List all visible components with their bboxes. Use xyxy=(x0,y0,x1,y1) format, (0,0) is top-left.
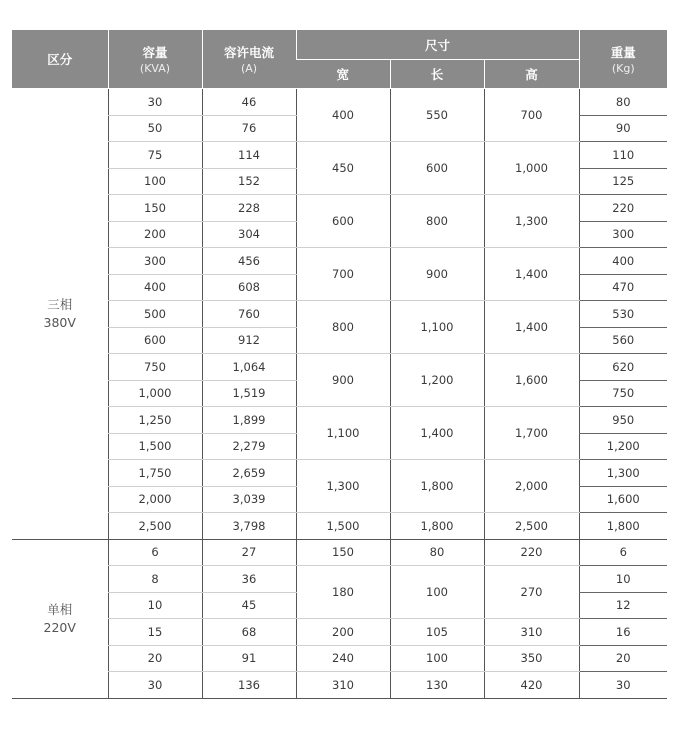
capacity-cell: 200 xyxy=(108,221,202,248)
length-cell: 1,800 xyxy=(390,460,484,513)
current-cell: 228 xyxy=(202,195,296,222)
weight-cell: 1,300 xyxy=(579,460,667,487)
width-cell: 310 xyxy=(296,672,390,699)
capacity-cell: 15 xyxy=(108,619,202,646)
weight-cell: 470 xyxy=(579,274,667,301)
table-header xyxy=(12,30,667,89)
table-row xyxy=(12,407,667,434)
capacity-cell: 100 xyxy=(108,168,202,195)
length-cell: 1,200 xyxy=(390,354,484,407)
group-label xyxy=(12,539,108,698)
weight-cell: 560 xyxy=(579,327,667,354)
current-cell: 608 xyxy=(202,274,296,301)
capacity-cell: 8 xyxy=(108,566,202,593)
weight-cell: 220 xyxy=(579,195,667,222)
current-cell: 36 xyxy=(202,566,296,593)
capacity-cell: 500 xyxy=(108,301,202,328)
weight-cell: 620 xyxy=(579,354,667,381)
weight-cell: 30 xyxy=(579,672,667,699)
weight-cell: 750 xyxy=(579,380,667,407)
height-cell: 220 xyxy=(484,539,579,566)
header-current-label: 容许电流 xyxy=(223,45,274,60)
height-cell: 1,700 xyxy=(484,407,579,460)
width-cell: 1,100 xyxy=(296,407,390,460)
single-phase-section xyxy=(12,539,667,698)
current-cell: 91 xyxy=(202,645,296,672)
width-cell: 150 xyxy=(296,539,390,566)
weight-cell: 110 xyxy=(579,142,667,169)
length-cell: 600 xyxy=(390,142,484,195)
table-row xyxy=(12,513,667,540)
width-cell: 450 xyxy=(296,142,390,195)
current-cell: 45 xyxy=(202,592,296,619)
length-cell: 1,800 xyxy=(390,513,484,540)
capacity-cell: 400 xyxy=(108,274,202,301)
current-cell: 304 xyxy=(202,221,296,248)
weight-cell: 300 xyxy=(579,221,667,248)
table-row xyxy=(12,566,667,593)
header-current-unit: (A) xyxy=(240,62,258,75)
header-capacity xyxy=(108,30,202,89)
weight-cell: 20 xyxy=(579,645,667,672)
capacity-cell: 2,000 xyxy=(108,486,202,513)
current-cell: 3,039 xyxy=(202,486,296,513)
header-length: 长 xyxy=(390,60,484,89)
three-phase-section xyxy=(12,89,667,540)
header-current xyxy=(202,30,296,89)
capacity-cell: 1,000 xyxy=(108,380,202,407)
length-cell: 1,100 xyxy=(390,301,484,354)
current-cell: 760 xyxy=(202,301,296,328)
width-cell: 240 xyxy=(296,645,390,672)
transformer-spec-table xyxy=(12,30,667,699)
height-cell: 1,600 xyxy=(484,354,579,407)
length-cell: 550 xyxy=(390,89,484,142)
capacity-cell: 50 xyxy=(108,115,202,142)
height-cell: 700 xyxy=(484,89,579,142)
table-row xyxy=(12,460,667,487)
current-cell: 1,519 xyxy=(202,380,296,407)
weight-cell: 10 xyxy=(579,566,667,593)
capacity-cell: 1,250 xyxy=(108,407,202,434)
capacity-cell: 6 xyxy=(108,539,202,566)
capacity-cell: 30 xyxy=(108,672,202,699)
capacity-cell: 10 xyxy=(108,592,202,619)
length-cell: 80 xyxy=(390,539,484,566)
capacity-cell: 300 xyxy=(108,248,202,275)
header-category: 区分 xyxy=(12,30,108,89)
height-cell: 350 xyxy=(484,645,579,672)
header-weight xyxy=(579,30,667,89)
weight-cell: 530 xyxy=(579,301,667,328)
length-cell: 105 xyxy=(390,619,484,646)
capacity-cell: 600 xyxy=(108,327,202,354)
weight-cell: 1,200 xyxy=(579,433,667,460)
current-cell: 3,798 xyxy=(202,513,296,540)
width-cell: 200 xyxy=(296,619,390,646)
header-size: 尺寸 xyxy=(296,30,579,60)
current-cell: 136 xyxy=(202,672,296,699)
current-cell: 152 xyxy=(202,168,296,195)
capacity-cell: 1,500 xyxy=(108,433,202,460)
table-row xyxy=(12,89,667,116)
current-cell: 912 xyxy=(202,327,296,354)
height-cell: 1,000 xyxy=(484,142,579,195)
header-weight-unit: (Kg) xyxy=(611,62,635,75)
table-row xyxy=(12,248,667,275)
length-cell: 100 xyxy=(390,566,484,619)
current-cell: 68 xyxy=(202,619,296,646)
weight-cell: 125 xyxy=(579,168,667,195)
width-cell: 700 xyxy=(296,248,390,301)
table-row xyxy=(12,195,667,222)
width-cell: 900 xyxy=(296,354,390,407)
header-capacity-unit: (KVA) xyxy=(139,62,171,75)
width-cell: 1,300 xyxy=(296,460,390,513)
capacity-cell: 75 xyxy=(108,142,202,169)
length-cell: 100 xyxy=(390,645,484,672)
group-label xyxy=(12,89,108,540)
length-cell: 1,400 xyxy=(390,407,484,460)
capacity-cell: 20 xyxy=(108,645,202,672)
table-row xyxy=(12,301,667,328)
weight-cell: 90 xyxy=(579,115,667,142)
current-cell: 2,659 xyxy=(202,460,296,487)
current-cell: 1,064 xyxy=(202,354,296,381)
current-cell: 456 xyxy=(202,248,296,275)
width-cell: 1,500 xyxy=(296,513,390,540)
weight-cell: 12 xyxy=(579,592,667,619)
weight-cell: 1,600 xyxy=(579,486,667,513)
capacity-cell: 150 xyxy=(108,195,202,222)
height-cell: 310 xyxy=(484,619,579,646)
height-cell: 1,400 xyxy=(484,301,579,354)
capacity-cell: 2,500 xyxy=(108,513,202,540)
table-row xyxy=(12,619,667,646)
capacity-cell: 1,750 xyxy=(108,460,202,487)
table-row xyxy=(12,354,667,381)
table-row xyxy=(12,672,667,699)
height-cell: 1,300 xyxy=(484,195,579,248)
header-width: 宽 xyxy=(296,60,390,89)
group-label-phase: 三相 xyxy=(47,296,73,312)
height-cell: 420 xyxy=(484,672,579,699)
table-row xyxy=(12,645,667,672)
weight-cell: 1,800 xyxy=(579,513,667,540)
group-label-voltage: 220V xyxy=(43,619,76,635)
table-row xyxy=(12,142,667,169)
group-label-voltage: 380V xyxy=(43,314,76,330)
weight-cell: 400 xyxy=(579,248,667,275)
capacity-cell: 750 xyxy=(108,354,202,381)
capacity-cell: 30 xyxy=(108,89,202,116)
header-weight-label: 重量 xyxy=(610,45,636,60)
width-cell: 180 xyxy=(296,566,390,619)
current-cell: 1,899 xyxy=(202,407,296,434)
length-cell: 800 xyxy=(390,195,484,248)
height-cell: 2,000 xyxy=(484,460,579,513)
header-height: 高 xyxy=(484,60,579,89)
current-cell: 2,279 xyxy=(202,433,296,460)
current-cell: 114 xyxy=(202,142,296,169)
group-label-phase: 单相 xyxy=(47,601,73,617)
header-capacity-label: 容量 xyxy=(142,45,168,60)
height-cell: 270 xyxy=(484,566,579,619)
width-cell: 400 xyxy=(296,89,390,142)
height-cell: 1,400 xyxy=(484,248,579,301)
table-row xyxy=(12,539,667,566)
weight-cell: 950 xyxy=(579,407,667,434)
width-cell: 800 xyxy=(296,301,390,354)
weight-cell: 80 xyxy=(579,89,667,116)
height-cell: 2,500 xyxy=(484,513,579,540)
current-cell: 76 xyxy=(202,115,296,142)
weight-cell: 6 xyxy=(579,539,667,566)
current-cell: 46 xyxy=(202,89,296,116)
weight-cell: 16 xyxy=(579,619,667,646)
length-cell: 900 xyxy=(390,248,484,301)
width-cell: 600 xyxy=(296,195,390,248)
length-cell: 130 xyxy=(390,672,484,699)
current-cell: 27 xyxy=(202,539,296,566)
